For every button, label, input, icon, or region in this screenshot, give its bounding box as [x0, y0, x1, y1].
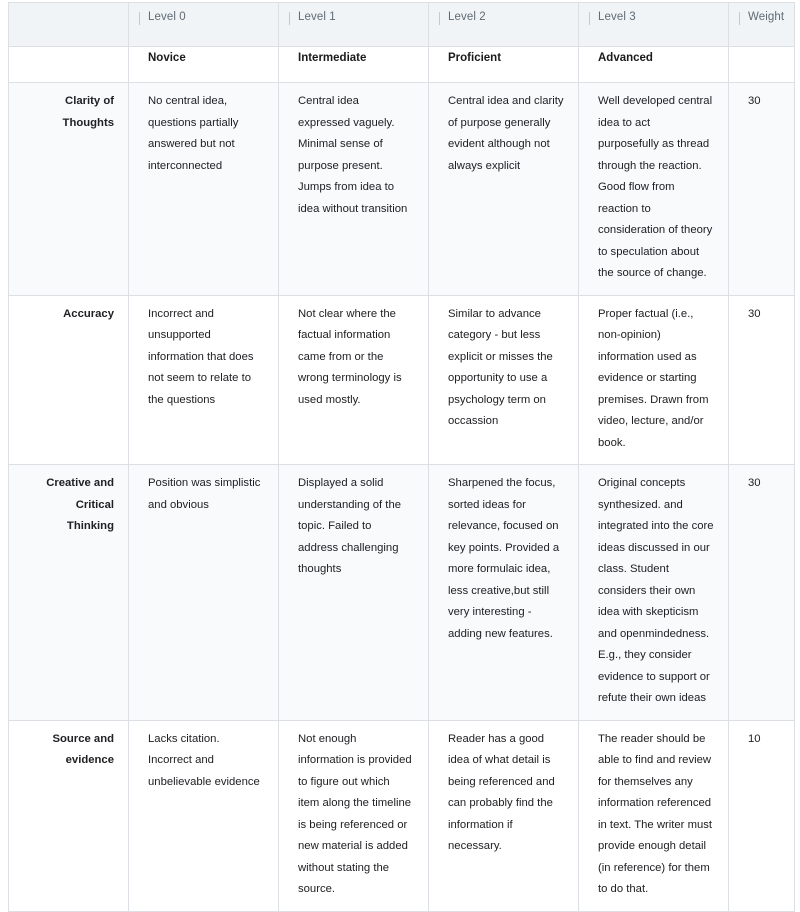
criterion-level-3-cell: [579, 295, 729, 465]
cell-text: No central idea, questions partially answered but not interconnected: [148, 95, 239, 172]
level-name-advanced: Advanced: [579, 47, 729, 83]
criterion-level-0-cell: [129, 295, 279, 465]
cell-text: Not enough information is provided to figure out which item along the timeline is being referenced or new material is added without stating the source.: [298, 732, 412, 895]
criterion-level-2-cell: [429, 720, 579, 911]
cell-text: Reader has a good idea of what detail is being referenced and can probably find the information if necessary.: [448, 732, 555, 852]
criterion-level-2-cell: [429, 465, 579, 721]
level-name-intermediate: Intermediate: [279, 47, 429, 83]
criterion-weight-value: 30: [729, 465, 795, 721]
criterion-weight-value: 10: [729, 720, 795, 911]
cell-text: Incorrect and unsupported information that does not seem to relate to the questions: [148, 307, 254, 406]
cell-text: Well developed central idea to act purposefully as thread through the reaction. Good flow from reaction to consideration of theory to speculation about the source of change.: [598, 95, 713, 279]
table-row: [9, 720, 795, 911]
cell-text: Position was simplistic and obvious: [148, 477, 261, 511]
criterion-level-3-cell: [579, 720, 729, 911]
criterion-weight-value: 30: [729, 295, 795, 465]
table-body: [9, 83, 795, 912]
criterion-label: Source and evidence: [9, 720, 129, 911]
criterion-label: Accuracy: [9, 295, 129, 465]
level-header-row: [9, 3, 795, 47]
criterion-level-1-cell: [279, 83, 429, 296]
level-name-cell-weight-empty: [729, 47, 795, 83]
level-name-row: [9, 47, 795, 83]
cell-text: The reader should be able to find and review for themselves any information referenced in text. The writer must provide enough detail (in reference) for them to do that.: [598, 732, 713, 895]
cell-text: Sharpened the focus, sorted ideas for relevance, focused on key points. Provided a more formulaic idea, less creative,but still very interesting - adding new features.: [448, 477, 560, 640]
criterion-level-3-cell: [579, 83, 729, 296]
criterion-level-1-cell: [279, 465, 429, 721]
cell-text: Lacks citation. Incorrect and unbelievable evidence: [148, 732, 260, 788]
table-row: [9, 465, 795, 721]
cell-text: Proper factual (i.e., non-opinion) information used as evidence or starting premises. Drawn from video, lecture, and/or book.: [598, 307, 709, 449]
criterion-level-3-cell: [579, 465, 729, 721]
criterion-level-0-cell: [129, 83, 279, 296]
level-2-label: Level 2: [439, 11, 578, 23]
header-cell-empty: [9, 3, 129, 47]
rubric-table: [8, 2, 795, 912]
criterion-level-2-cell: [429, 83, 579, 296]
cell-text: Central idea expressed vaguely. Minimal sense of purpose present. Jumps from idea to idea without transition: [298, 95, 408, 215]
weight-label: Weight: [739, 11, 794, 23]
cell-text: Central idea and clarity of purpose generally evident although not always explicit: [448, 95, 564, 172]
cell-text: Displayed a solid understanding of the topic. Failed to address challenging thoughts: [298, 477, 402, 575]
header-cell-level-3: [579, 3, 729, 47]
level-1-label: Level 1: [289, 11, 428, 23]
header-cell-level-1: [279, 3, 429, 47]
criterion-level-1-cell: [279, 720, 429, 911]
table-header: [9, 3, 795, 83]
criterion-level-2-cell: [429, 295, 579, 465]
criterion-level-0-cell: [129, 465, 279, 721]
level-name-cell-empty: [9, 47, 129, 83]
header-cell-level-2: [429, 3, 579, 47]
table-row: [9, 83, 795, 296]
cell-text: Similar to advance category - but less explicit or misses the opportunity to use a psychology term on occassion: [448, 307, 553, 427]
criterion-label: Creative and Critical Thinking: [9, 465, 129, 721]
level-name-novice: Novice: [129, 47, 279, 83]
criterion-weight-value: 30: [729, 83, 795, 296]
table-row: [9, 295, 795, 465]
level-3-label: Level 3: [589, 11, 728, 23]
criterion-level-1-cell: [279, 295, 429, 465]
cell-text: Not clear where the factual information came from or the wrong terminology is used mostly.: [298, 307, 402, 406]
header-cell-level-0: [129, 3, 279, 47]
criterion-level-0-cell: [129, 720, 279, 911]
criterion-label: Clarity of Thoughts: [9, 83, 129, 296]
header-cell-weight: [729, 3, 795, 47]
level-name-proficient: Proficient: [429, 47, 579, 83]
cell-text: Original concepts synthesized. and integrated into the core ideas discussed in our class. Student considers their own idea with skepticism and openmindedness. E.g., they consider evidence to support or refute their own ideas: [598, 477, 714, 704]
level-0-label: Level 0: [139, 11, 278, 23]
